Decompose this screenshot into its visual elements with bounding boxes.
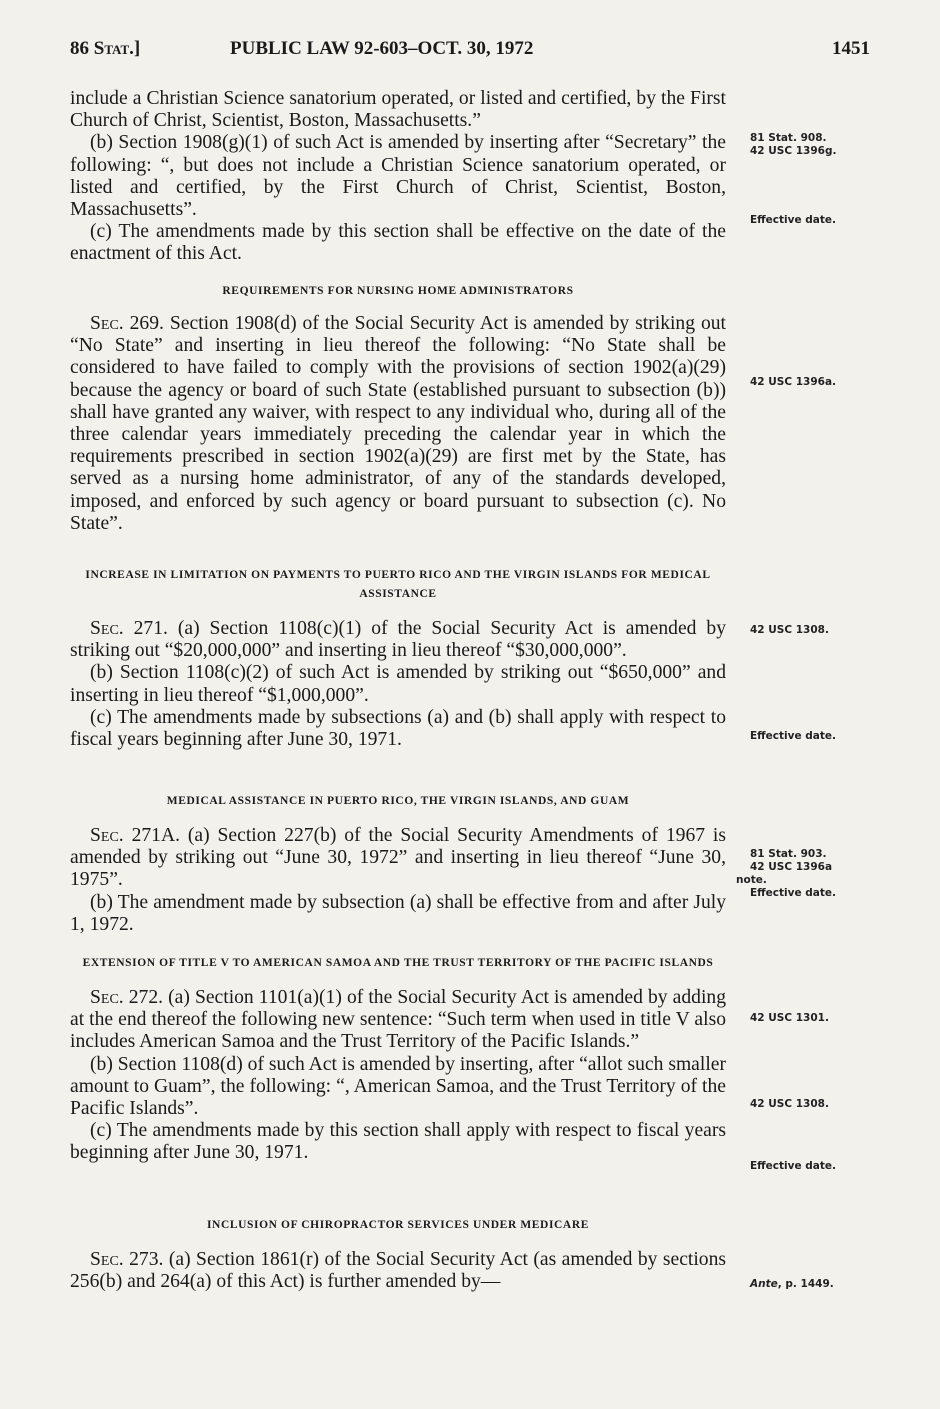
paragraph: (c) The amendments made by subsections (a) and (b) shall apply with respect to fiscal years beginning after June 30, 1971.	[70, 706, 726, 751]
running-title: PUBLIC LAW 92-603–OCT. 30, 1972	[230, 38, 534, 59]
section-271	[70, 566, 726, 751]
margin-note: 42 USC 1308.	[750, 1098, 829, 1110]
paragraph: (b) The amendment made by subsection (a) shall be effective from and after July 1, 1972.	[70, 891, 726, 935]
section-269	[70, 282, 726, 535]
paragraph: (b) Section 1108(c)(2) of such Act is amended by striking out “$650,000” and inserting in lieu thereof “$1,000,000”.	[70, 662, 726, 706]
paragraph	[70, 313, 726, 535]
margin-note: Effective date.	[750, 214, 836, 226]
margin-note: 81 Stat. 908. 42 USC 1396g.	[750, 132, 837, 157]
section-272	[70, 954, 726, 1165]
section-heading: INCREASE IN LIMITATION ON PAYMENTS TO PUERTO RICO AND THE VIRGIN ISLANDS FOR MEDICAL ASSISTANCE	[85, 569, 711, 600]
margin-note: 42 USC 1308.	[750, 624, 829, 636]
paragraph: (b) Section 1908(g)(1) of such Act is amended by inserting after “Secretary” the following: “, but does not include a Christian Science sanatorium operated, or listed and certified, by the First Church of Christ, Scientist, Boston, Massachusetts”.	[70, 132, 726, 221]
margin-note: Effective date.	[750, 1160, 836, 1172]
margin-note: 42 USC 1301.	[750, 1012, 829, 1024]
paragraph	[70, 1249, 726, 1293]
paragraph: (c) The amendments made by this section shall apply with respect to fiscal years beginning after June 30, 1971.	[70, 1120, 726, 1164]
margin-note: 42 USC 1396a.	[750, 376, 837, 388]
section-label: Sec. 271.	[90, 618, 168, 639]
section-text: (a) Section 227(b) of the Social Security Amendments of 1967 is amended by striking out “June 30, 1972” and inserting in lieu thereof “June 30, 1975”.	[70, 825, 726, 891]
section-label: Sec. 271A.	[90, 825, 181, 846]
paragraph: (b) Section 1108(d) of such Act is amended by inserting, after “allot such smaller amount to Guam”, the following: “, American Samoa, and the Trust Territory of the Pacific Islands”.	[70, 1053, 726, 1120]
paragraph	[70, 618, 726, 662]
section-text: Section 1908(d) of the Social Security Act is amended by striking out “No State” and inserting in lieu thereof the following: “No State shall be considered to have failed to comply with the provisions of section 1902(a)(29) because the agency or board of such State (established pursuant to subsection (b)) shall have granted any waiver, with respect to any individual who, during all of the three calendar years immediately preceding the calendar year in which the requirements prescribed in section 1902(a)(29) are first met by the State, has served as a nursing home administrator, of any of the standards developed, imposed, and enforced by such agency or board pursuant to subsection (c). No State”.	[70, 313, 727, 534]
section-label: Sec. 269.	[90, 313, 164, 334]
paragraph	[70, 987, 726, 1054]
body-block-1	[70, 88, 726, 266]
section-text: (a) Section 1861(r) of the Social Security Act (as amended by sections 256(b) and 264(a) of this Act) is further amended by—	[70, 1249, 726, 1293]
section-text: (a) Section 1101(a)(1) of the Social Security Act is amended by adding at the end thereof the following new sentence: “Such term when used in title V also includes American Samoa and the Trust Territory of the Pacific Islands.”	[70, 987, 727, 1053]
margin-note: Effective date.	[750, 730, 836, 742]
section-273	[70, 1216, 726, 1293]
section-271a	[70, 792, 726, 936]
section-heading: EXTENSION OF TITLE V TO AMERICAN SAMOA AND THE TRUST TERRITORY OF THE PACIFIC ISLANDS	[82, 957, 714, 969]
paragraph: include a Christian Science sanatorium operated, or listed and certified, by the First Church of Christ, Scientist, Boston, Massachusetts.”	[70, 88, 726, 132]
page-header	[70, 38, 870, 68]
volume-citation: 86 Stat.]	[70, 38, 141, 59]
section-heading: INCLUSION OF CHIROPRACTOR SERVICES UNDER MEDICARE	[206, 1219, 590, 1231]
section-heading: MEDICAL ASSISTANCE IN PUERTO RICO, THE VIRGIN ISLANDS, AND GUAM	[166, 795, 630, 807]
section-text: (a) Section 1108(c)(1) of the Social Security Act is amended by striking out “$20,000,000” and inserting in lieu thereof “$30,000,000”.	[70, 618, 727, 662]
margin-note: Ante, p. 1449.	[750, 1278, 834, 1290]
margin-note: 81 Stat. 903. 42 USC 1396a note. Effective date.	[736, 848, 836, 899]
section-label: Sec. 272.	[90, 987, 164, 1008]
section-heading: REQUIREMENTS FOR NURSING HOME ADMINISTRATORS	[222, 285, 574, 297]
page-number: 1451	[832, 38, 870, 59]
section-label: Sec. 273.	[90, 1249, 164, 1270]
paragraph	[70, 825, 726, 892]
paragraph: (c) The amendments made by this section shall be effective on the date of the enactment of this Act.	[70, 221, 726, 265]
